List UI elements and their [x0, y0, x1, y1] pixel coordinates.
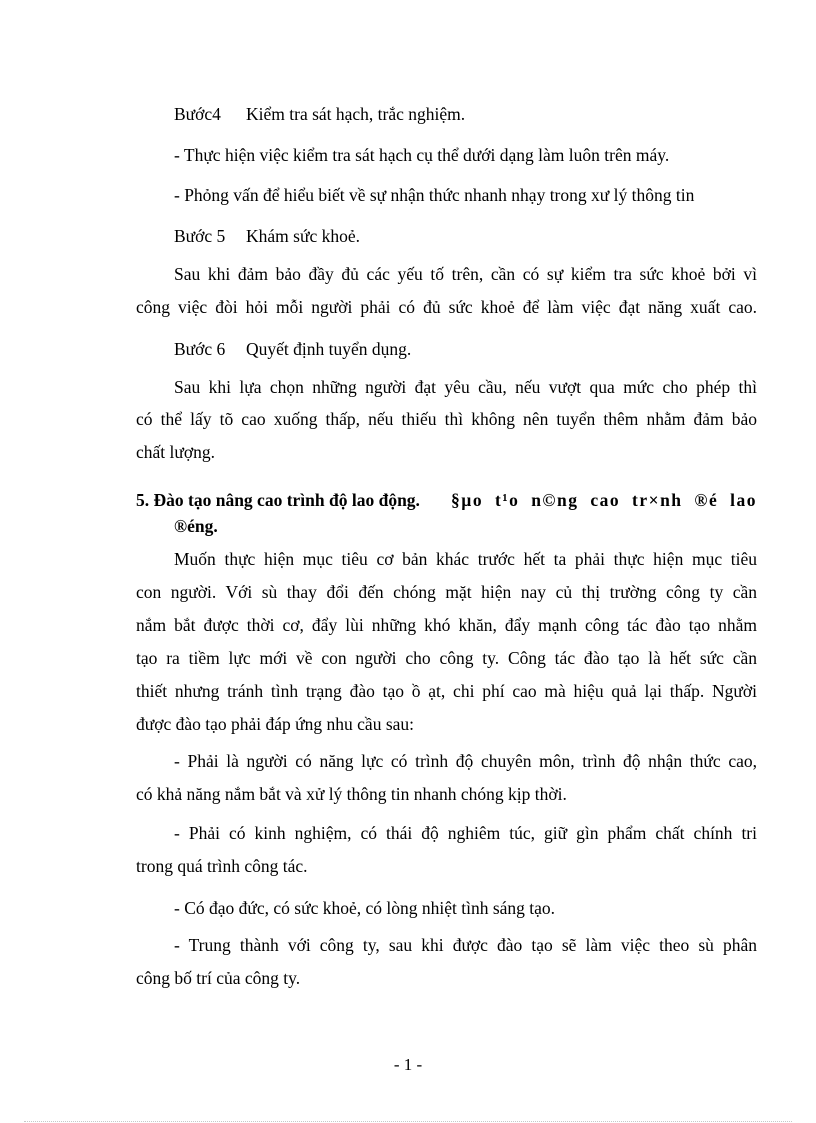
section-5-heading: [136, 489, 757, 511]
step-5-paragraph-line-1: Sau khi đảm bảo đầy đủ các yếu tố trên, cần có sự kiểm tra sức khoẻ bởi vì: [174, 264, 757, 284]
section-5-bullet-1-line-2: có khả năng nắm bắt và xử lý thông tin nhanh chóng kịp thời.: [136, 784, 567, 804]
section-5-paragraph-line-6: được đào tạo phải đáp ứng nhu cầu sau:: [136, 714, 415, 734]
step-6-label: Bước 6: [174, 339, 226, 359]
page-bottom-divider: [24, 1121, 792, 1122]
section-5-paragraph-line-2: con người. Với sù thay đổi đến chóng mặt hiện nay củ thị trường công ty cần: [136, 582, 757, 602]
step-5-label: Bước 5: [174, 226, 226, 246]
section-5-paragraph-line-5: thiết nhưng tránh tình trạng đào tạo ồ ạt, chi phí cao mà hiệu quả lại thấp. Người: [136, 681, 757, 701]
section-5-paragraph-line-1: Muốn thực hiện mục tiêu cơ bản khác trước hết ta phải thực hiện mục tiêu: [174, 549, 757, 569]
step-6-paragraph-line-1: Sau khi lựa chọn những người đạt yêu cầu, nếu vượt qua mức cho phép thì: [174, 377, 757, 397]
step-6-paragraph-line-2: có thể lấy tõ cao xuống thấp, nếu thiếu thì không nên tuyển thêm nhằm đảm bảo: [136, 409, 757, 429]
step-4-bullet-1: - Thực hiện việc kiểm tra sát hạch cụ thể dưới dạng làm luôn trên máy.: [174, 145, 670, 165]
step-4-label: Bước4: [174, 104, 221, 124]
section-5-bullet-2-line-2: trong quá trình công tác.: [136, 856, 308, 876]
section-5-bullet-1-line-1: - Phải là người có năng lực có trình độ chuyên môn, trình độ nhận thức cao,: [174, 751, 757, 771]
section-5-paragraph-line-4: tạo ra tiềm lực mới về con người cho công ty. Công tác đào tạo là hết sức cần: [136, 648, 757, 668]
step-5-line: [174, 225, 757, 247]
page-number: - 1 -: [393, 1055, 423, 1074]
step-5-paragraph-line-2: công việc đòi hỏi mỗi người phải có đủ sức khoẻ để làm việc đạt năng xuất cao.: [136, 297, 757, 317]
step-6-line: [174, 338, 757, 360]
step-4-title: Kiểm tra sát hạch, trắc nghiệm.: [246, 104, 466, 124]
section-5-bullet-4-line-2: công bố trí của công ty.: [136, 968, 301, 988]
step-6-paragraph-line-3: chất lượng.: [136, 442, 215, 462]
section-5-heading-garbled: §µo t¹o n©ng cao tr×nh ®é lao: [451, 490, 757, 510]
section-5-heading-text: 5. Đào tạo nâng cao trình độ lao động.: [136, 490, 420, 510]
step-4-bullet-2: - Phỏng vấn để hiểu biết về sự nhận thức nhanh nhạy trong xư lý thông tin: [174, 185, 695, 205]
step-4-line: [174, 103, 757, 125]
section-5-heading-garbled-line-2: ®éng.: [174, 516, 218, 536]
section-5-bullet-4-line-1: - Trung thành với công ty, sau khi được đào tạo sẽ làm việc theo sù phân: [174, 935, 757, 955]
section-5-bullet-3: - Có đạo đức, có sức khoẻ, có lòng nhiệt tình sáng tạo.: [174, 898, 556, 918]
section-5-bullet-2-line-1: - Phải có kinh nghiệm, có thái độ nghiêm túc, giữ gìn phẩm chất chính tri: [174, 823, 757, 843]
step-5-title: Khám sức khoẻ.: [246, 226, 360, 246]
section-5-paragraph-line-3: nắm bắt được thời cơ, đẩy lùi những khó khăn, đẩy mạnh công tác đào tạo nhằm: [136, 615, 757, 635]
step-6-title: Quyết định tuyển dụng.: [246, 339, 412, 359]
